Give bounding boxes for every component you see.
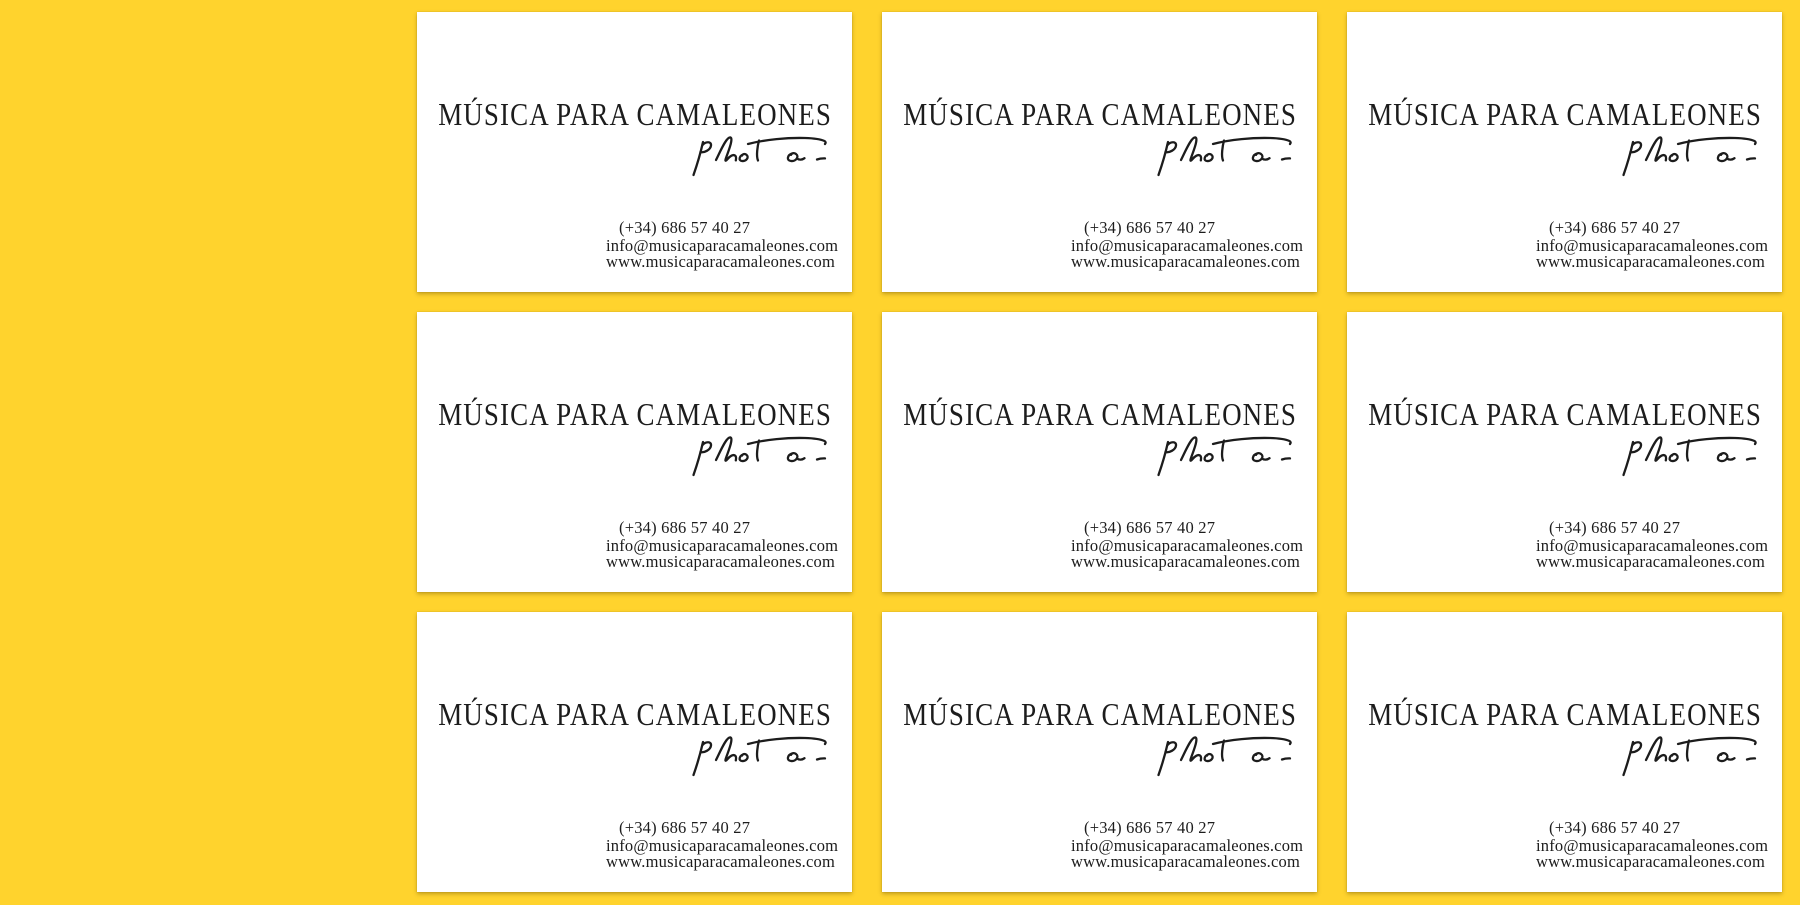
brand-wordmark: MÚSICA PARA CAMALEONES <box>903 397 1297 433</box>
photo-script-signature <box>1154 133 1304 177</box>
website-url: www.musicaparacamaleones.com <box>1536 552 1766 571</box>
phone-number: (+34) 686 57 40 27 <box>1084 818 1216 837</box>
business-card <box>417 312 852 592</box>
contact-block <box>1536 520 1768 571</box>
photo-script-signature <box>1154 733 1304 777</box>
brand-wordmark: MÚSICA PARA CAMALEONES <box>1368 97 1762 133</box>
photo-script-signature <box>1619 433 1769 477</box>
photo-script-signature <box>689 733 839 777</box>
website-url: www.musicaparacamaleones.com <box>606 552 836 571</box>
brand-wordmark: MÚSICA PARA CAMALEONES <box>1368 697 1762 733</box>
photo-script-signature <box>1619 133 1769 177</box>
phone-number: (+34) 686 57 40 27 <box>1549 218 1681 237</box>
photo-script-signature <box>1154 433 1304 477</box>
contact-block <box>606 820 838 871</box>
contact-block <box>1071 220 1303 271</box>
brand-wordmark: MÚSICA PARA CAMALEONES <box>438 97 832 133</box>
website-url: www.musicaparacamaleones.com <box>1071 552 1301 571</box>
contact-block <box>1536 220 1768 271</box>
photo-script-signature <box>689 133 839 177</box>
email-address: info@musicaparacamaleones.com <box>1071 535 1304 555</box>
handwritten-photo-icon <box>1619 133 1769 177</box>
website-url: www.musicaparacamaleones.com <box>606 252 836 271</box>
business-card <box>1347 312 1782 592</box>
email-address: info@musicaparacamaleones.com <box>1071 235 1304 255</box>
contact-block <box>606 220 838 271</box>
business-card <box>882 12 1317 292</box>
email-address: info@musicaparacamaleones.com <box>606 235 839 255</box>
email-address: info@musicaparacamaleones.com <box>606 835 839 855</box>
contact-block <box>1071 520 1303 571</box>
email-address: info@musicaparacamaleones.com <box>1536 535 1769 555</box>
business-card <box>417 12 852 292</box>
email-address: info@musicaparacamaleones.com <box>1071 835 1304 855</box>
handwritten-photo-icon <box>689 433 839 477</box>
email-address: info@musicaparacamaleones.com <box>1536 835 1769 855</box>
website-url: www.musicaparacamaleones.com <box>1536 252 1766 271</box>
handwritten-photo-icon <box>1154 133 1304 177</box>
website-url: www.musicaparacamaleones.com <box>606 852 836 871</box>
website-url: www.musicaparacamaleones.com <box>1071 252 1301 271</box>
phone-number: (+34) 686 57 40 27 <box>1084 518 1216 537</box>
handwritten-photo-icon <box>1619 433 1769 477</box>
brand-wordmark: MÚSICA PARA CAMALEONES <box>438 397 832 433</box>
handwritten-photo-icon <box>689 133 839 177</box>
handwritten-photo-icon <box>1154 433 1304 477</box>
phone-number: (+34) 686 57 40 27 <box>1549 818 1681 837</box>
handwritten-photo-icon <box>1619 733 1769 777</box>
contact-block <box>1071 820 1303 871</box>
business-card <box>882 312 1317 592</box>
phone-number: (+34) 686 57 40 27 <box>1084 218 1216 237</box>
business-card <box>417 612 852 892</box>
photo-script-signature <box>689 433 839 477</box>
brand-wordmark: MÚSICA PARA CAMALEONES <box>1368 397 1762 433</box>
website-url: www.musicaparacamaleones.com <box>1071 852 1301 871</box>
phone-number: (+34) 686 57 40 27 <box>619 518 751 537</box>
website-url: www.musicaparacamaleones.com <box>1536 852 1766 871</box>
brand-wordmark: MÚSICA PARA CAMALEONES <box>438 697 832 733</box>
handwritten-photo-icon <box>689 733 839 777</box>
business-card <box>1347 12 1782 292</box>
brand-wordmark: MÚSICA PARA CAMALEONES <box>903 97 1297 133</box>
business-card <box>882 612 1317 892</box>
phone-number: (+34) 686 57 40 27 <box>619 218 751 237</box>
photo-script-signature <box>1619 733 1769 777</box>
email-address: info@musicaparacamaleones.com <box>606 535 839 555</box>
contact-block <box>606 520 838 571</box>
contact-block <box>1536 820 1768 871</box>
email-address: info@musicaparacamaleones.com <box>1536 235 1769 255</box>
handwritten-photo-icon <box>1154 733 1304 777</box>
business-card <box>1347 612 1782 892</box>
phone-number: (+34) 686 57 40 27 <box>619 818 751 837</box>
business-card-sheet <box>417 12 1782 892</box>
brand-wordmark: MÚSICA PARA CAMALEONES <box>903 697 1297 733</box>
phone-number: (+34) 686 57 40 27 <box>1549 518 1681 537</box>
